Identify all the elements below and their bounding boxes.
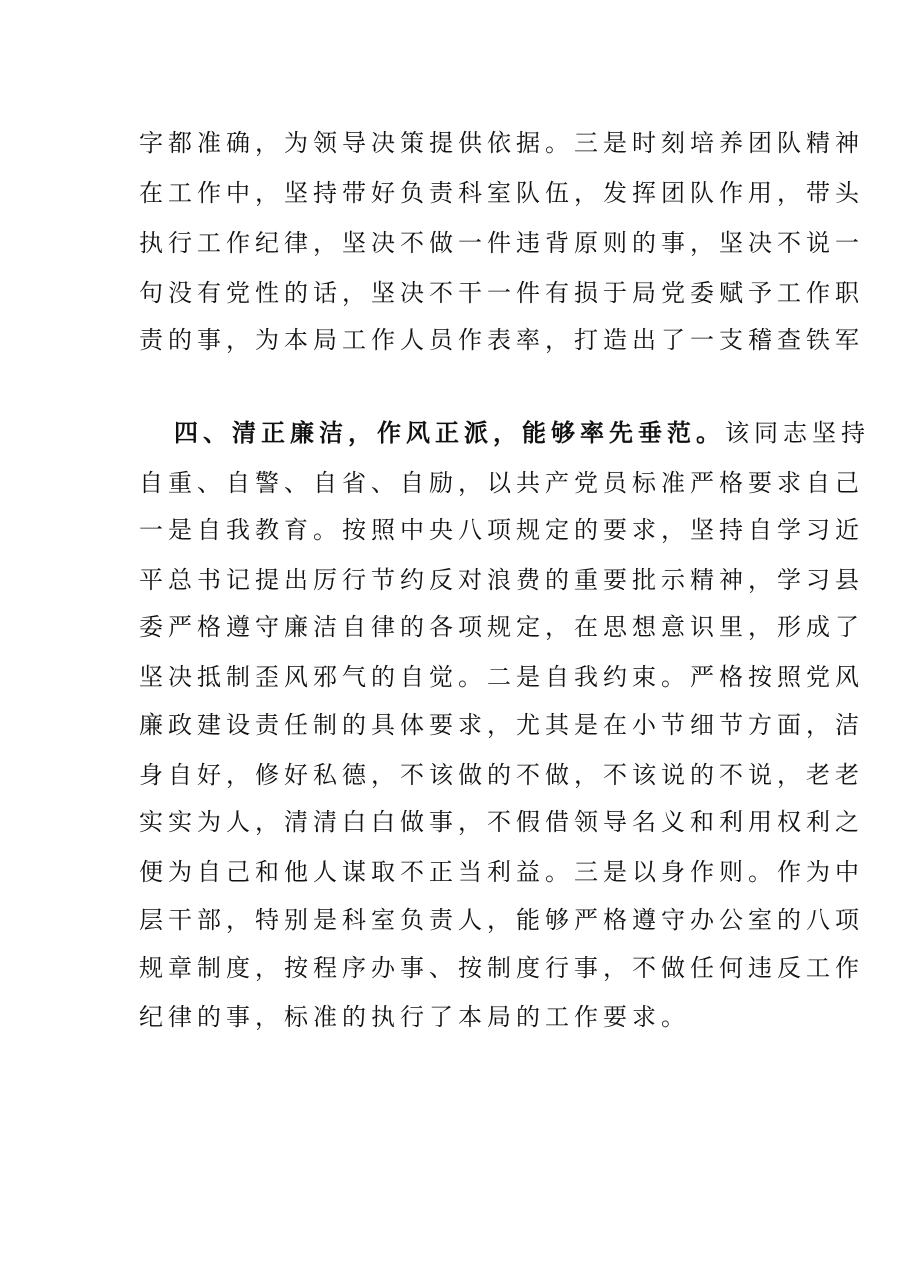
paragraph-line: 句没有党性的话，坚决不干一件有损于局党委赋予工作职 (139, 279, 864, 307)
paragraph-line: 纪律的事，标准的执行了本局的工作要求。 (139, 1003, 690, 1031)
paragraph-line: 一是自我教育。按照中央八项规定的要求，坚持自学习近 (139, 516, 864, 544)
paragraph-line: 在工作中，坚持带好负责科室队伍，发挥团队作用，带头 (139, 179, 864, 207)
paragraph-line: 字都准确，为领导决策提供依据。三是时刻培养团队精神 (139, 129, 864, 157)
paragraph-line: 实实为人，清清白白做事，不假借领导名义和利用权利之 (139, 808, 864, 836)
paragraph-line: 委严格遵守廉洁自律的各项规定，在思想意识里，形成了 (139, 613, 864, 641)
paragraph-line: 廉政建设责任制的具体要求，尤其是在小节细节方面，洁 (139, 711, 864, 739)
paragraph-line: 执行工作纪律，坚决不做一件违背原则的事，坚决不说一 (139, 229, 864, 257)
section-lead-text: 该同志坚持 (725, 419, 870, 447)
paragraph-line: 责的事，为本局工作人员作表率，打造出了一支稽查铁军 (139, 326, 864, 354)
section-heading-line (174, 418, 870, 448)
paragraph-line: 平总书记提出厉行节约反对浪费的重要批示精神，学习县 (139, 566, 864, 594)
paragraph-line: 规章制度，按程序办事、按制度行事，不做任何违反工作 (139, 954, 864, 982)
section-heading: 四、清正廉洁，作风正派，能够率先垂范。 (174, 418, 725, 447)
paragraph-line: 层干部，特别是科室负责人，能够严格遵守办公室的八项 (139, 906, 864, 934)
paragraph-line: 便为自己和他人谋取不正当利益。三是以身作则。作为中 (139, 858, 864, 886)
paragraph-line: 坚决抵制歪风邪气的自觉。二是自我约束。严格按照党风 (139, 663, 864, 691)
paragraph-line: 自重、自警、自省、自励，以共产党员标准严格要求自己 (139, 469, 864, 497)
paragraph-line: 身自好，修好私德，不该做的不做，不该说的不说，老老 (139, 761, 864, 789)
